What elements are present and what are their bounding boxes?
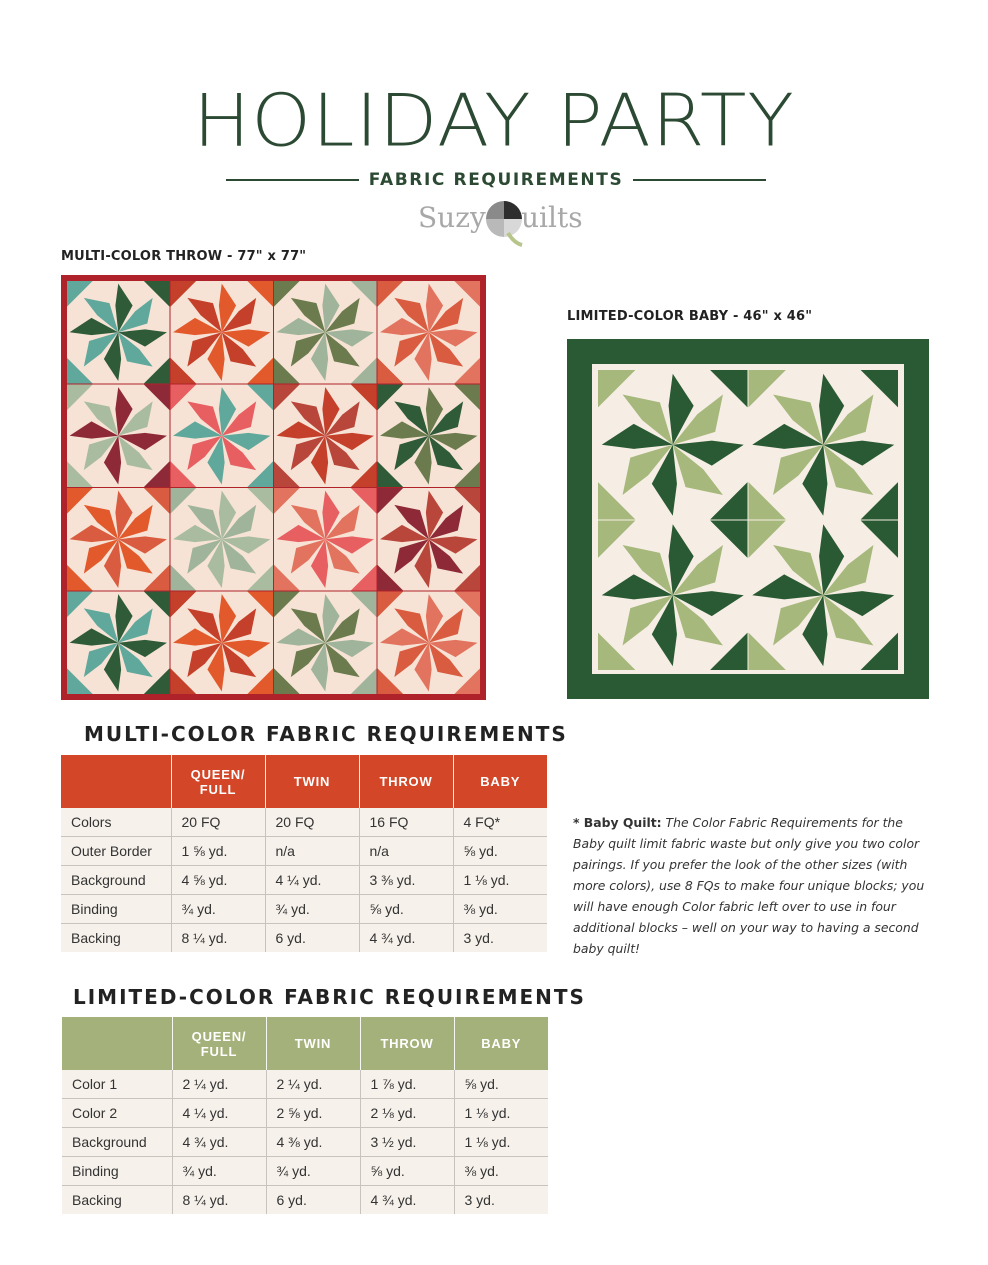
subtitle-rule-left [226,179,359,181]
baby-quilt-note [573,812,929,959]
quilt-block [67,281,170,384]
table-cell: 3 yd. [453,924,547,953]
table-cell: 2 ¼ yd. [266,1070,360,1099]
quilt-block [378,592,481,695]
quilt-block [378,385,481,488]
table-row [62,1099,548,1128]
table-row [61,837,547,866]
table-cell: 4 ⅜ yd. [266,1128,360,1157]
table-row [61,866,547,895]
table-row [62,1186,548,1215]
table-cell: 6 yd. [265,924,359,953]
quilt-block [67,488,170,591]
limited-color-table-title: LIMITED-COLOR FABRIC REQUIREMENTS [73,985,586,1009]
quilt-block [378,281,481,384]
table-cell: 1 ⅛ yd. [453,866,547,895]
quilt-block [749,370,899,520]
row-label: Binding [62,1157,172,1186]
table-cell: 8 ¼ yd. [171,924,265,953]
table-cell: 1 ⅛ yd. [454,1099,548,1128]
table-cell: ¾ yd. [171,895,265,924]
table-cell: ¾ yd. [266,1157,360,1186]
header-cell [61,755,171,808]
brand-wordmark-part2: uilts [521,201,583,234]
quilt-block [67,592,170,695]
table-cell: 2 ¼ yd. [172,1070,266,1099]
table-cell: 1 ⅝ yd. [171,837,265,866]
row-label: Colors [61,808,171,837]
table-cell: ⅝ yd. [453,837,547,866]
table-cell: ¾ yd. [265,895,359,924]
quilt-block [171,592,274,695]
table-cell: n/a [359,837,453,866]
header-cell: THROW [359,755,453,808]
limited-color-requirements-table [62,1017,548,1214]
baby-quilt-label: LIMITED-COLOR BABY - 46" x 46" [567,309,813,324]
table-cell: 4 ¼ yd. [265,866,359,895]
table-cell: ⅝ yd. [359,895,453,924]
table-cell: 3 ⅜ yd. [359,866,453,895]
table-row [62,1128,548,1157]
subtitle-row [226,168,766,192]
header-cell: TWIN [265,755,359,808]
header-cell: THROW [360,1017,454,1070]
quilt-block [67,385,170,488]
page-title: HOLIDAY PARTY [193,78,795,163]
header-cell [62,1017,172,1070]
row-label: Outer Border [61,837,171,866]
table-cell: 4 ¾ yd. [359,924,453,953]
quilt-block [749,521,899,671]
quilt-block [171,488,274,591]
throw-quilt-label: MULTI-COLOR THROW - 77" x 77" [61,249,307,264]
table-row [61,924,547,953]
table-cell: 20 FQ [171,808,265,837]
table-row [61,808,547,837]
brand-wordmark-part1: Suzy [418,201,486,234]
table-cell: 4 FQ* [453,808,547,837]
header-cell: QUEEN/ FULL [171,755,265,808]
note-text: The Color Fabric Requirements for the Baby quilt limit fabric waste but only give you two color pairings. If you prefer the look of the other sizes (with more colors), use 8 FQs to make four unique blocks; you will have enough Color fabric left over to use in four additional blocks – well on your way to having a second baby quilt! [573,815,925,956]
table-cell: 6 yd. [266,1186,360,1215]
table-cell: 3 ½ yd. [360,1128,454,1157]
table-header-row [62,1017,548,1070]
row-label: Background [62,1128,172,1157]
quilt-block [274,281,377,384]
multi-color-table-title: MULTI-COLOR FABRIC REQUIREMENTS [84,722,568,746]
table-cell: ⅝ yd. [360,1157,454,1186]
row-label: Background [61,866,171,895]
row-label: Color 2 [62,1099,172,1128]
multi-color-requirements-table [61,755,547,952]
brand-logo-icon [484,199,524,247]
table-cell: 2 ⅛ yd. [360,1099,454,1128]
table-cell: ¾ yd. [172,1157,266,1186]
table-row [62,1157,548,1186]
table-row [62,1070,548,1099]
table-cell: 4 ¼ yd. [172,1099,266,1128]
table-cell: 1 ⅞ yd. [360,1070,454,1099]
header-cell: QUEEN/ FULL [172,1017,266,1070]
note-lead: * Baby Quilt: [573,815,662,830]
table-cell: n/a [265,837,359,866]
table-cell: ⅜ yd. [453,895,547,924]
table-cell: 20 FQ [265,808,359,837]
table-cell: 8 ¼ yd. [172,1186,266,1215]
table-cell: 16 FQ [359,808,453,837]
header-cell: TWIN [266,1017,360,1070]
quilt-block [598,370,748,520]
row-label: Backing [61,924,171,953]
table-cell: 2 ⅝ yd. [266,1099,360,1128]
header-cell: BABY [454,1017,548,1070]
quilt-block [171,385,274,488]
subtitle-rule-right [633,179,766,181]
row-label: Backing [62,1186,172,1215]
baby-quilt-image [567,339,929,699]
quilt-block [274,385,377,488]
quilt-block [274,488,377,591]
throw-quilt-image [61,275,486,700]
table-cell: ⅜ yd. [454,1157,548,1186]
table-cell: 4 ¾ yd. [172,1128,266,1157]
table-cell: 1 ⅛ yd. [454,1128,548,1157]
row-label: Color 1 [62,1070,172,1099]
table-cell: 4 ⅝ yd. [171,866,265,895]
table-header-row [61,755,547,808]
quilt-block [598,521,748,671]
row-label: Binding [61,895,171,924]
quilt-block [274,592,377,695]
quilt-block [171,281,274,384]
subtitle: FABRIC REQUIREMENTS [368,170,624,190]
table-cell: ⅝ yd. [454,1070,548,1099]
header-cell: BABY [453,755,547,808]
table-cell: 3 yd. [454,1186,548,1215]
table-row [61,895,547,924]
table-cell: 4 ¾ yd. [360,1186,454,1215]
quilt-block [378,488,481,591]
